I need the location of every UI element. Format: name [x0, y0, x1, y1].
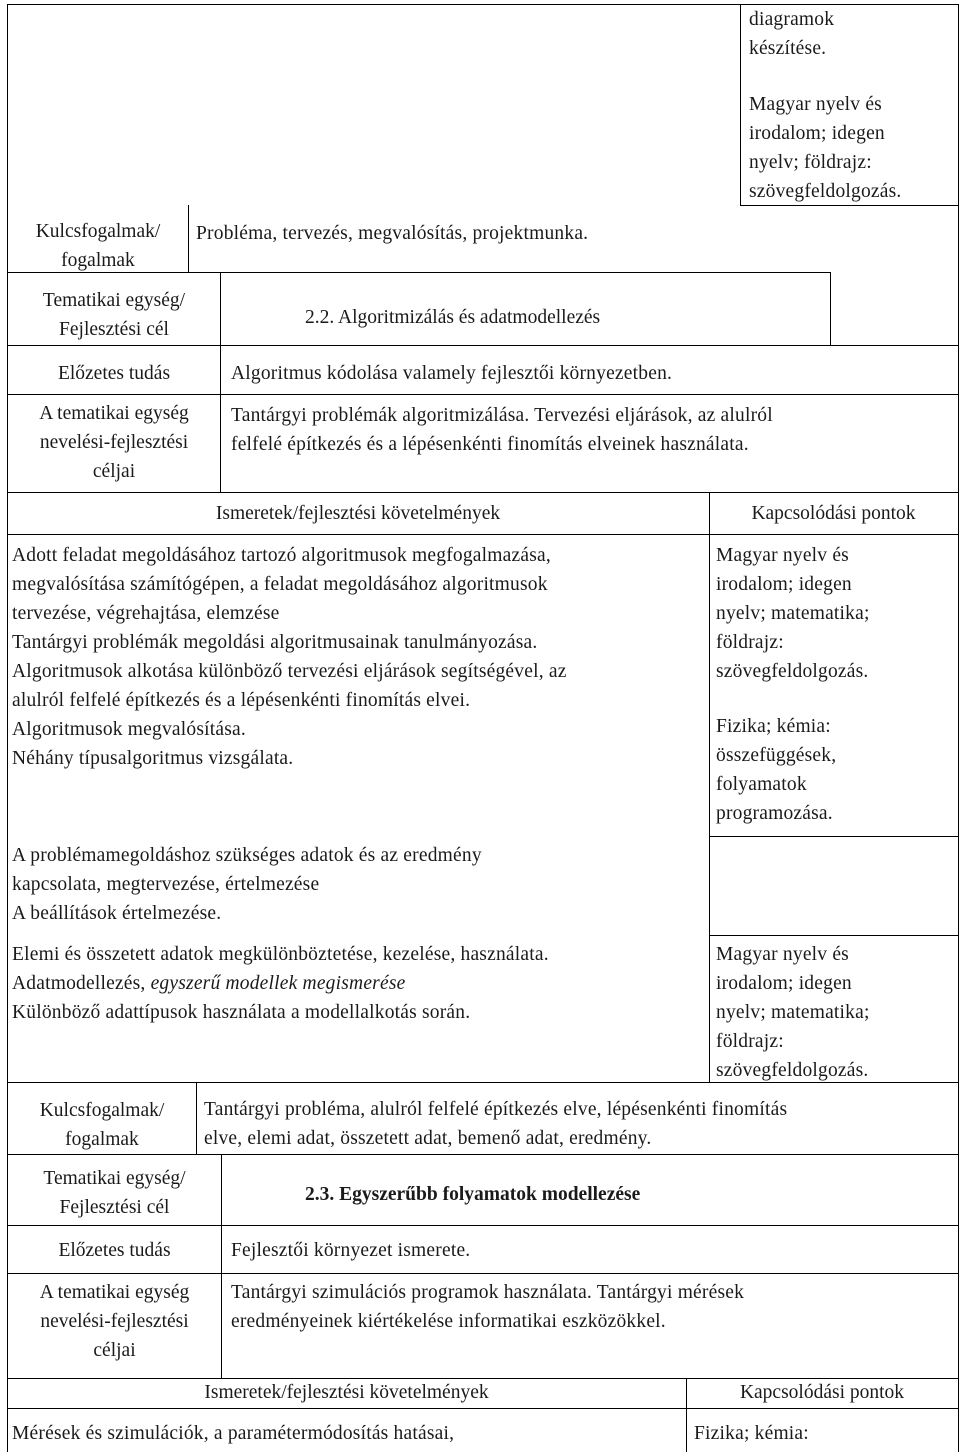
text-italic: egyszerű modellek megismerése — [150, 973, 406, 994]
requirements-block-2 — [12, 841, 482, 928]
tematikai-label — [8, 286, 220, 344]
label-line: nevelési-fejlesztési — [40, 1311, 189, 1332]
elozetes-tudas-text: Algoritmus kódolása valamely fejlesztői környezetben. — [231, 363, 673, 384]
label-line: fogalmak — [61, 250, 135, 271]
text-line: Fizika; kémia: — [716, 716, 831, 737]
text-line: alulról felfelé építkezés és a lépésenkénti finomítás elvei. — [12, 690, 471, 711]
text-line: összefüggések, — [716, 745, 837, 766]
divider-label-col — [221, 1154, 222, 1378]
text-line: Különböző adattípusok használata a modellalkotás során. — [12, 1002, 471, 1023]
ismeretek-header: Ismeretek/fejlesztési követelmények — [204, 1382, 489, 1403]
text-line: Elemi és összetett adatok megkülönböztetése, kezelése, használata. — [12, 944, 549, 965]
divider — [7, 1154, 958, 1155]
divider-label-col — [188, 205, 189, 272]
label-line: Fejlesztési cél — [59, 319, 169, 340]
section-title: 2.3. Egyszerűbb folyamatok modellezése — [305, 1184, 641, 1205]
right-border-bottom — [958, 1082, 959, 1452]
text-line: eredményeinek kiértékelése informatikai eszközökkel. — [231, 1311, 666, 1332]
kapcsolodasi-block-3 — [716, 940, 870, 1085]
celjai-text — [231, 1278, 744, 1336]
text-line: diagramok — [749, 9, 835, 30]
text-line: irodalom; idegen — [716, 574, 852, 595]
left-border-top — [7, 4, 8, 1082]
celjai-text — [231, 401, 773, 459]
label-line: A tematikai egység — [39, 403, 189, 424]
text-line: irodalom; idegen — [749, 123, 885, 144]
divider-label-col — [220, 272, 221, 492]
text-line: megvalósítása számítógépen, a feladat megoldásához algoritmusok — [12, 574, 548, 595]
text-line: programozása. — [716, 803, 833, 824]
divider — [830, 272, 831, 345]
ismeretek-header: Ismeretek/fejlesztési követelmények — [215, 503, 501, 524]
text-line: Magyar nyelv és — [716, 545, 849, 566]
text-line: folyamatok — [716, 774, 807, 795]
text-line: Tantárgyi probléma, alulról felfelé építkezés elve, lépésenkénti finomítás — [204, 1099, 788, 1120]
requirements-block-1 — [12, 541, 567, 773]
label-line: céljai — [92, 461, 136, 482]
divider-kapcs-col — [709, 492, 710, 1082]
text-line: felfelé építkezés és a lépésenkénti finomítás elveinek használata. — [231, 434, 749, 455]
label-line: céljai — [93, 1340, 136, 1361]
celjai-label — [8, 399, 220, 486]
kulcsfogalmak-text: Probléma, tervezés, megvalósítás, projektmunka. — [196, 223, 589, 244]
label-line: Fejlesztési cél — [59, 1197, 170, 1218]
kulcsfogalmak-text — [204, 1095, 787, 1153]
text-line: Algoritmusok alkotása különböző tervezési eljárások segítségével, az — [12, 661, 567, 682]
text-line: Tantárgyi szimulációs programok használata. Tantárgyi mérések — [231, 1282, 745, 1303]
text-line: Tantárgyi problémák algoritmizálása. Tervezési eljárások, az alulról — [231, 405, 773, 426]
divider — [709, 836, 958, 837]
text-line: Néhány típusalgoritmus vizsgálata. — [12, 748, 294, 769]
right-border-top — [958, 4, 959, 1082]
celjai-label — [8, 1278, 221, 1365]
label-line: A tematikai egység — [39, 1282, 190, 1303]
text-line: irodalom; idegen — [716, 973, 852, 994]
label-line: fogalmak — [65, 1129, 139, 1150]
text-line: földrajz: — [716, 632, 784, 653]
kapcsolodasi-header: Kapcsolódási pontok — [739, 1382, 905, 1403]
kapcsolodasi-block-1b — [716, 712, 836, 828]
text-line: szövegfeldolgozás. — [749, 181, 902, 202]
divider — [7, 1273, 958, 1274]
elozetes-tudas-label: Előzetes tudás — [57, 363, 171, 384]
divider — [7, 534, 958, 535]
kapcsolodasi-text: Fizika; kémia: — [694, 1423, 809, 1444]
text-line: Algoritmusok megvalósítása. — [12, 719, 246, 740]
requirements-block-3 — [12, 940, 549, 1027]
text-line — [12, 969, 549, 998]
kulcsfogalmak-label — [8, 217, 188, 275]
text-line: tervezése, végrehajtása, elemzése — [12, 603, 280, 624]
text-line: nyelv; matematika; — [716, 603, 870, 624]
text-line: szövegfeldolgozás. — [716, 661, 869, 682]
text-line: szövegfeldolgozás. — [716, 1060, 869, 1081]
continued-kapcs-text-2 — [749, 90, 902, 206]
label-line: Kulcsfogalmak/ — [35, 221, 161, 242]
section-title: 2.2. Algoritmizálás és adatmodellezés — [305, 307, 601, 328]
divider-label-col — [196, 1082, 197, 1154]
text-line: A problémamegoldáshoz szükséges adatok és az eredmény — [12, 845, 482, 866]
text-line: Magyar nyelv és — [749, 94, 882, 115]
text-line: Adott feladat megoldásához tartozó algoritmusok megfogalmazása, — [12, 545, 551, 566]
text-line: Tantárgyi problémák megoldási algoritmusainak tanulmányozása. — [12, 632, 538, 653]
text-line: nyelv; földrajz: — [749, 152, 872, 173]
text-line: A beállítások értelmezése. — [12, 903, 222, 924]
divider — [709, 935, 958, 936]
label-line: nevelési-fejlesztési — [39, 432, 189, 453]
kapcsolodasi-block-1a — [716, 541, 870, 686]
label-line: Kulcsfogalmak/ — [39, 1100, 165, 1121]
divider-continuation — [740, 4, 741, 205]
requirements-text: Mérések és szimulációk, a paramétermódosítás hatásai, — [12, 1423, 455, 1444]
divider — [7, 492, 958, 493]
divider — [7, 345, 958, 346]
kapcsolodasi-header: Kapcsolódási pontok — [751, 503, 916, 524]
divider — [7, 1408, 958, 1409]
continued-kapcs-text — [749, 5, 834, 63]
tematikai-label — [8, 1164, 221, 1222]
label-line: Tematikai egység/ — [42, 290, 186, 311]
kulcsfogalmak-label — [8, 1096, 196, 1154]
text-line: elve, elemi adat, összetett adat, bemenő adat, eredmény. — [204, 1128, 652, 1149]
text-line: készítése. — [749, 38, 827, 59]
divider — [7, 394, 958, 395]
text-line: kapcsolata, megtervezése, értelmezése — [12, 874, 320, 895]
text-line: földrajz: — [716, 1031, 784, 1052]
text-line: Magyar nyelv és — [716, 944, 849, 965]
elozetes-tudas-label: Előzetes tudás — [58, 1240, 171, 1261]
label-line: Tematikai egység/ — [43, 1168, 186, 1189]
text-line: nyelv; matematika; — [716, 1002, 870, 1023]
elozetes-tudas-text: Fejlesztői környezet ismerete. — [231, 1240, 471, 1261]
divider — [7, 1225, 958, 1226]
text-plain: Adatmodellezés, — [12, 973, 151, 994]
